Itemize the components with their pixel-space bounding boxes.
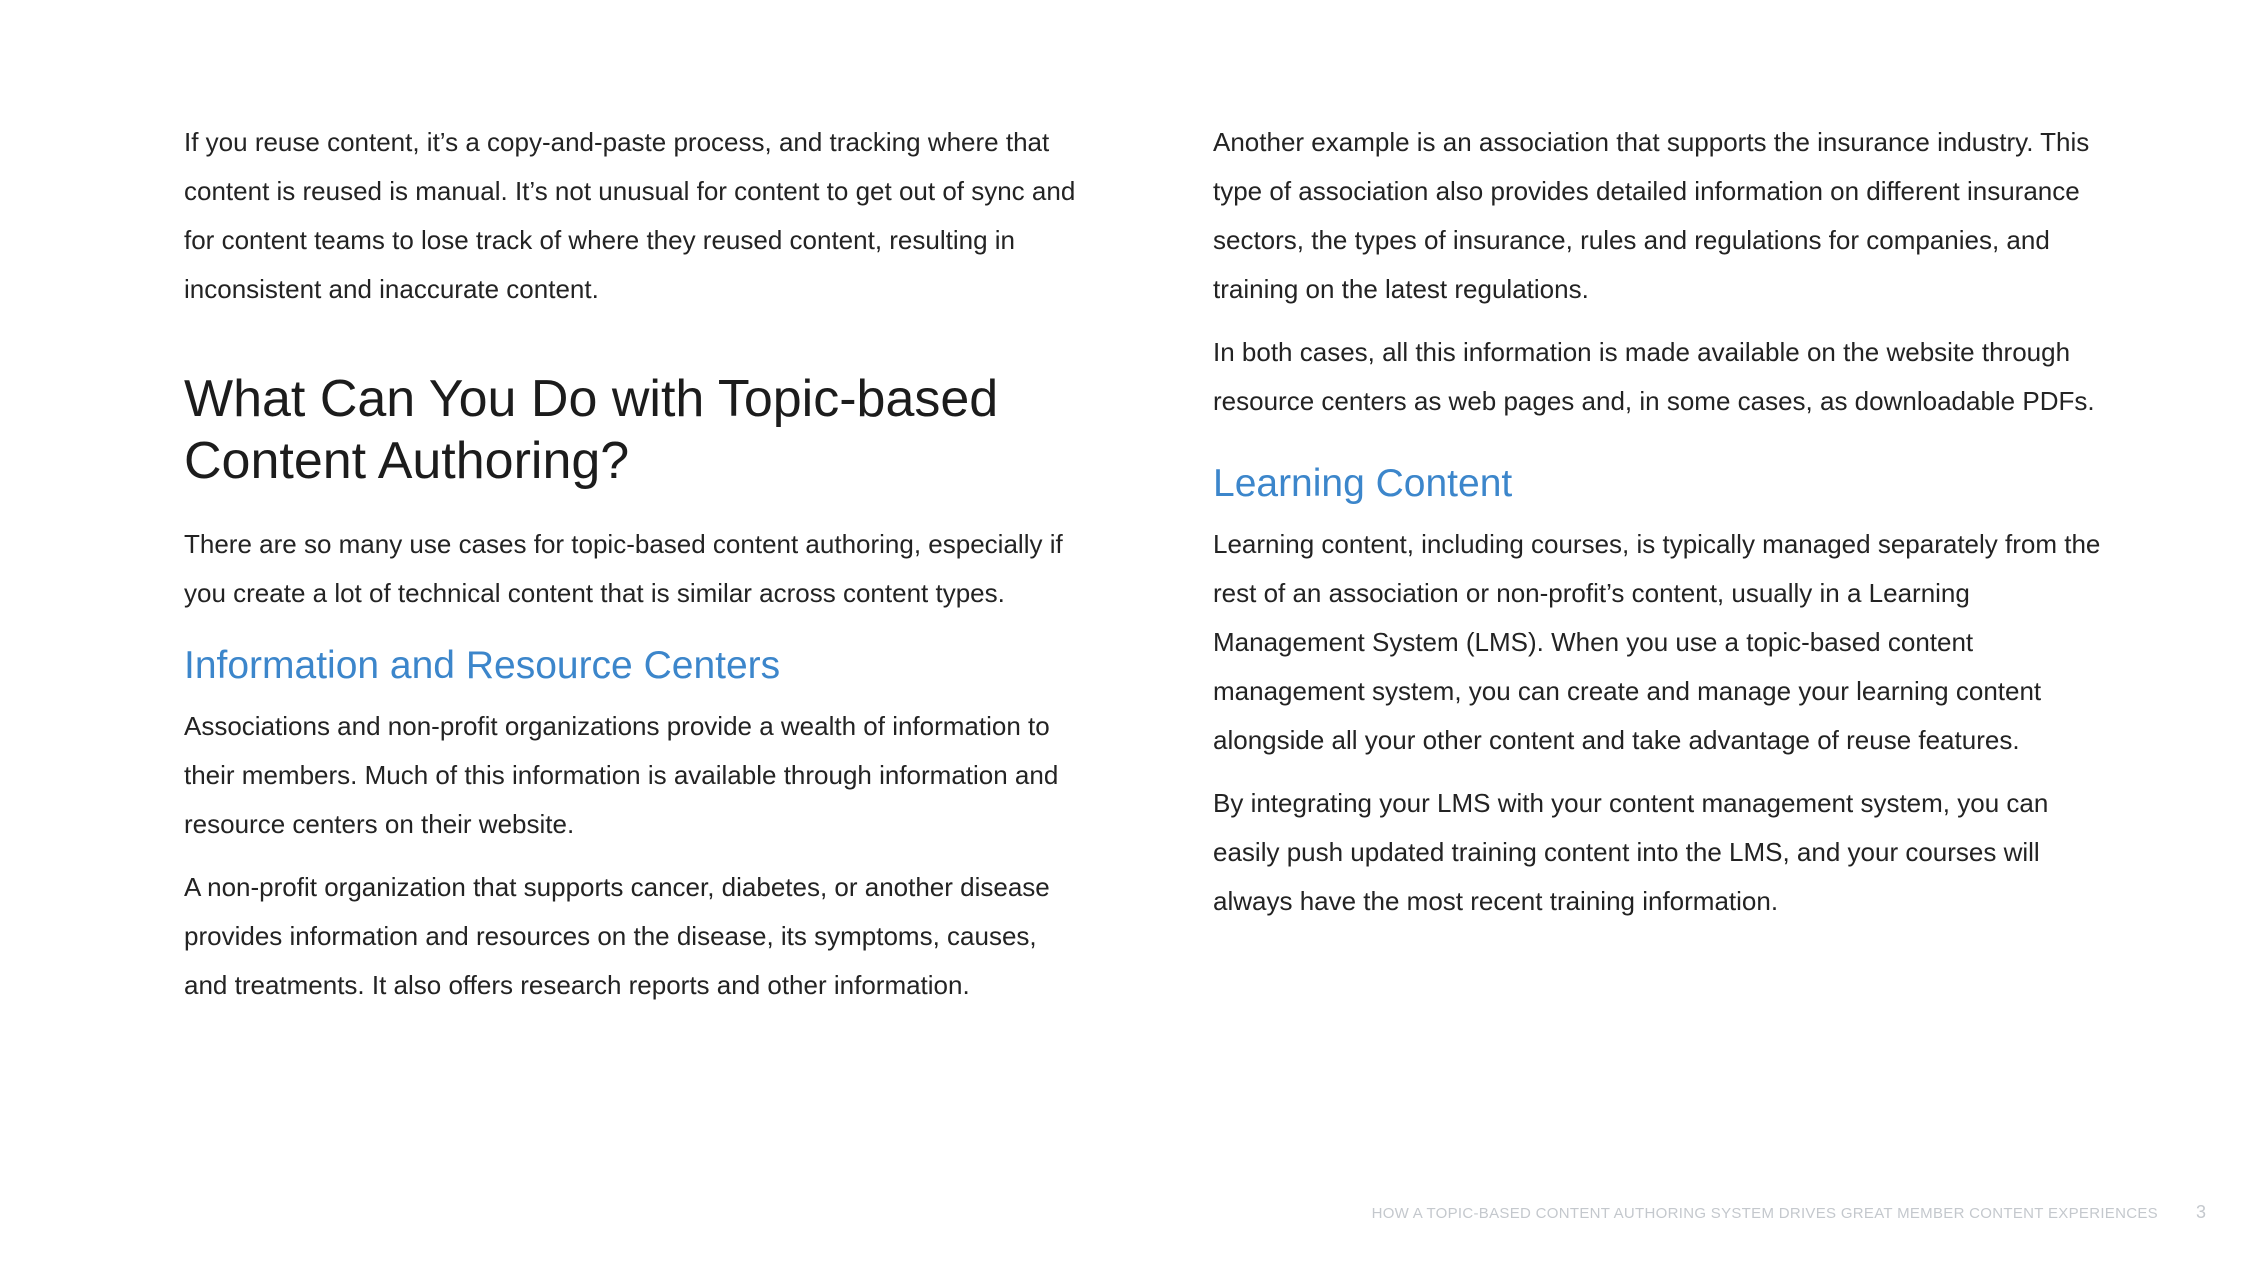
learning-content-heading: Learning Content — [1213, 462, 1513, 505]
both-cases-paragraph: In both cases, all this information is made available on the website through resource centers as web pages and, in some cases, as downloadable PDFs. — [1213, 337, 2095, 416]
page-footer — [1372, 1202, 2206, 1223]
page-number: 3 — [2195, 1202, 2206, 1222]
learning-paragraph: Learning content, including courses, is typically managed separately from the rest of an association or non-profit’s content, usually in a Learning Management System (LMS). When you use a topic-based content management system, you can create and manage your learning content alongside all your other content and take advantage of reuse features. — [1213, 529, 2101, 755]
main-heading: What Can You Do with Topic-based Content Authoring? — [184, 370, 999, 490]
right-column — [1213, 118, 2113, 940]
integrating-paragraph: By integrating your LMS with your content management system, you can easily push updated training content into the LMS, and your courses will always have the most recent training information. — [1213, 788, 2049, 916]
left-column — [184, 118, 1084, 1024]
insurance-paragraph: Another example is an association that supports the insurance industry. This type of association also provides detailed information on different insurance sectors, the types of insurance, rules and regulations for companies, and training on the latest regulations. — [1213, 127, 2090, 304]
nonprofit-paragraph: A non-profit organization that supports cancer, diabetes, or another disease provides information and resources on the disease, its symptoms, causes, and treatments. It also offers research reports and other information. — [184, 872, 1050, 1000]
running-title: HOW A TOPIC-BASED CONTENT AUTHORING SYSTEM DRIVES GREAT MEMBER CONTENT EXPERIENCES — [1371, 1205, 2158, 1222]
information-resource-centers-heading: Information and Resource Centers — [184, 644, 781, 687]
associations-paragraph: Associations and non-profit organizations provide a wealth of information to their members. Much of this information is available through information and resource centers on their website. — [184, 711, 1059, 839]
use-cases-paragraph: There are so many use cases for topic-based content authoring, especially if you create a lot of technical content that is similar across content types. — [184, 529, 1063, 608]
intro-paragraph: If you reuse content, it’s a copy-and-paste process, and tracking where that content is reused is manual. It’s not unusual for content to get out of sync and for content teams to lose track of where they reused content, resulting in inconsistent and inaccurate content. — [184, 127, 1076, 304]
